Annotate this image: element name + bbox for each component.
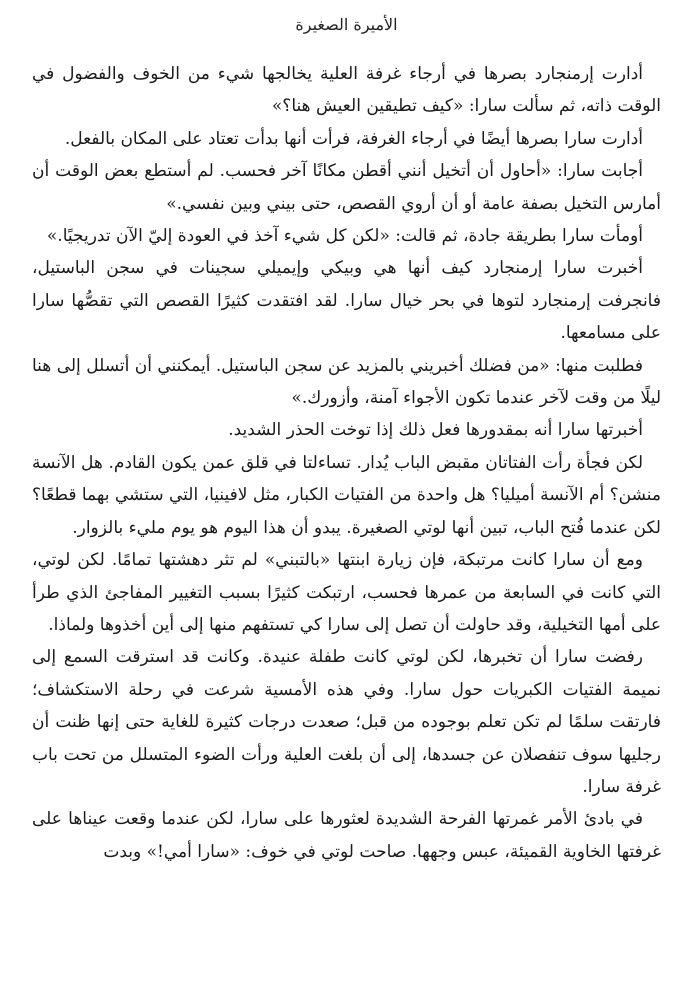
paragraph: لكن فجأة رأت الفتاتان مقبض الباب يُدار. تساءلتا في قلق عمن يكون القادم. هل الآنسة منشن؟ أم الآنسة أميليا؟ هل واحدة من الفتيات الكبار، مثل لافينيا، التي ستشي بهما قطعًا؟ لكن عندما فُتح الباب، تبين أنها لوتي الصغيرة. يبدو أن هذا اليوم هو يوم مليء بالزوار. [32,452,661,538]
running-header-title: الأميرة الصغيرة [295,15,398,34]
paragraph: رفضت سارا أن تخبرها، لكن لوتي كانت طفلة عنيدة. وكانت قد استرقت السمع إلى نميمة الفتيات الكبريات حول سارا. وفي هذه الأمسية شرعت في رحلة الاستكشاف؛ فارتقت سلمًا لم تكن تعلم بوجوده من قبل؛ صعدت درجات كثيرة للغاية حتى إنها ظنت أن رجليها سوف تنفصلان عن جسدها، إلى أن بلغت العلية ورأت الضوء المتسلل من تحت باب غرفة سارا. [32,647,661,797]
paragraph: أخبرتها سارا أنه بمقدورها فعل ذلك إذا توخت الحذر الشديد. [228,420,643,441]
paragraph: فطلبت منها: «من فضلك أخبريني بالمزيد عن سجن الباستيل. أيمكنني أن أتسلل إلى هنا ليلًا من وقت لآخر عندما تكون الأجواء آمنة، وأزورك.» [32,355,661,409]
paragraph: ومع أن سارا كانت مرتبكة، فإن زيارة ابنتها «بالتبني» لم تثر دهشتها تمامًا. لكن لوتي، التي كانت في السابعة من عمرها فحسب، ارتبكت كثيرًا بسبب التغيير المفاجئ الذي طرأ على أمها التخيلية، وقد حاولت أن تصل إلى سارا كي تستفهم منها إلى أين أخذوها ولماذا. [32,550,661,635]
page-body [32,58,661,868]
paragraph: أدارت سارا بصرها أيضًا في أرجاء الغرفة، فرأت أنها بدأت تعتاد على المكان بالفعل. [64,128,643,149]
paragraph: في بادئ الأمر غمرتها الفرحة الشديدة لعثورها على سارا، لكن عندما وقعت عيناها على غرفتها الخاوية القميئة، عبس وجهها. صاحت لوتي في خوف: «سارا أمي!» وبدت [32,809,661,862]
paragraph: أخبرت سارا إرمنجارد كيف أنها هي وبيكي وإيميلي سجينات في سجن الباستيل، فانجرفت إرمنجارد لتوها في بحر خيال سارا. لقد افتقدت كثيرًا القصص التي تقصُّها سارا على مسامعها. [32,258,661,344]
paragraph: أومأت سارا بطريقة جادة، ثم قالت: «لكن كل شيء آخذ في العودة إليّ الآن تدريجيًا.» [46,226,643,247]
paragraph: أدارت إرمنجارد بصرها في أرجاء غرفة العلية يخالجها شيء من الخوف والفضول في الوقت ذاته، ثم سألت سارا: «كيف تطيقين العيش هنا؟» [32,64,661,117]
paragraph: أجابت سارا: «أحاول أن أتخيل أنني أقطن مكانًا آخر فحسب. لم أستطع بعض الوقت أن أمارس التخيل بصفة عامة أو أن أروي القصص، حتى بيني وبين نفسي.» [32,161,661,214]
